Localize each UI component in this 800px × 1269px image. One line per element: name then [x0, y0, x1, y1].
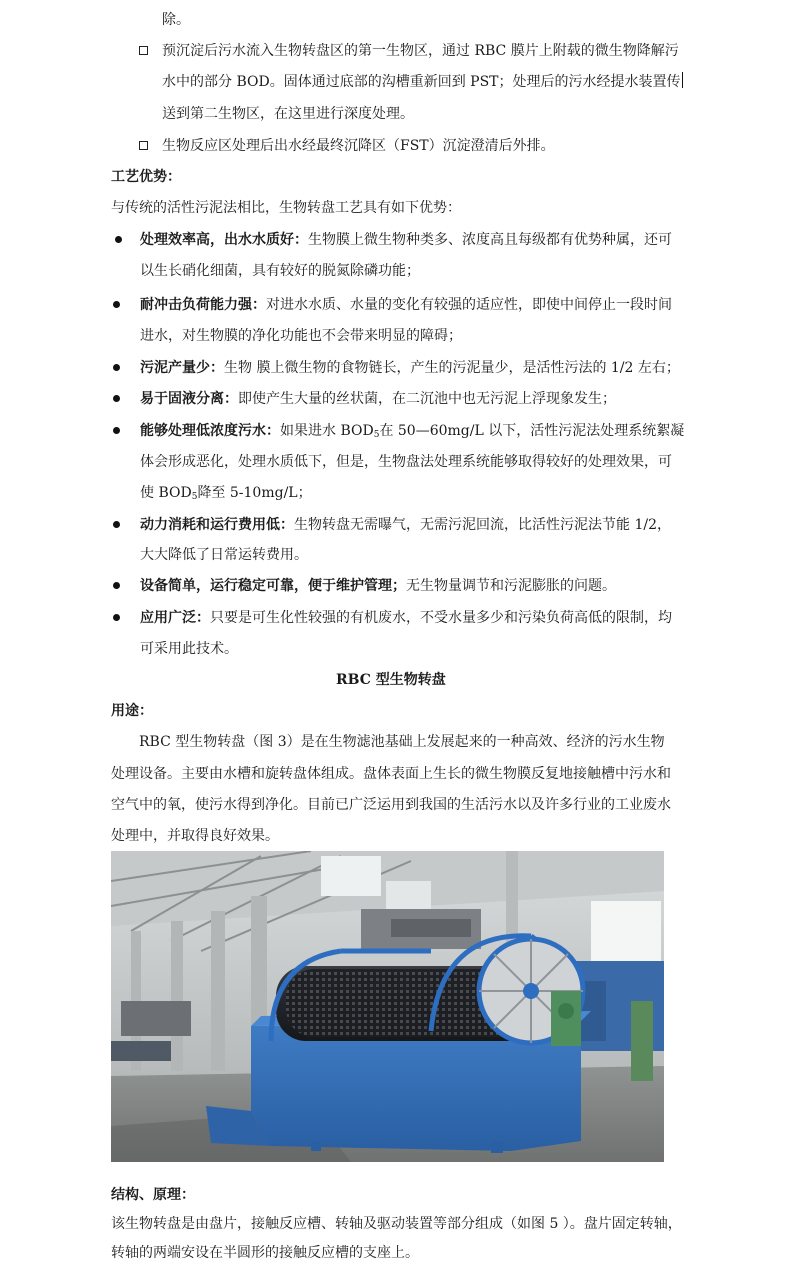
text-line: 与传统的活性污泥法相比，生物转盘工艺具有如下优势： — [111, 200, 461, 216]
text-line: 可采用此技术。 — [140, 641, 238, 657]
text-line: 预沉淀后污水流入生物转盘区的第一生物区，通过 RBC 膜片上附载的微生物降解污 — [162, 43, 679, 59]
list-item — [140, 515, 671, 535]
text-line: 送到第二生物区，在这里进行深度处理。 — [162, 106, 414, 122]
bullet-icon — [115, 236, 122, 243]
item-title: 设备简单，运行稳定可靠，便于维护管理； — [140, 578, 406, 594]
text-span: 使 BOD — [140, 485, 192, 501]
list-item — [140, 608, 672, 628]
list-item — [140, 421, 684, 445]
item-text: 无生物量调节和污泥膨胀的问题。 — [406, 578, 616, 594]
text-line: 生物反应区处理后出水经最终沉降区（FST）沉淀澄清后外排。 — [162, 138, 555, 154]
item-title: 动力消耗和运行费用低： — [140, 517, 294, 533]
list-item — [140, 295, 672, 315]
item-title: 处理效率高，出水水质好： — [140, 232, 308, 248]
item-text: 在 50—60mg/L 以下，活性污泥法处理系统絮凝 — [379, 423, 685, 439]
square-bullet-icon — [139, 46, 148, 55]
subscript: 5 — [191, 492, 198, 502]
paragraph-line: 处理设备。主要由水槽和旋转盘体组成。盘体表面上生长的微生物膜反复地接触槽中污水和 — [111, 766, 671, 782]
bullet-icon — [113, 364, 120, 371]
text-line: 进水，对生物膜的净化功能也不会带来明显的障碍； — [140, 328, 462, 344]
bullet-icon — [113, 395, 120, 402]
item-text: 只要是可生化性较强的有机废水，不受水量多少和污染负荷高低的限制，均 — [210, 610, 672, 626]
item-text: 对进水水质、水量的变化有较强的适应性，即使中间停止一段时间 — [266, 297, 672, 313]
item-title: 易于固液分离： — [140, 391, 238, 407]
list-item — [140, 230, 672, 250]
list-item — [140, 389, 616, 409]
item-text: 生物转盘无需曝气，无需污泥回流，比活性污泥法节能 1/2， — [294, 517, 671, 533]
paragraph-line: 空气中的氧，使污水得到净化。目前已广泛运用到我国的生活污水以及许多行业的工业废水 — [111, 797, 671, 813]
text-line: 除。 — [162, 12, 190, 28]
section-heading: 用途： — [111, 703, 153, 719]
item-text: 即使产生大量的丝状菌，在二沉池中也无污泥上浮现象发生； — [238, 391, 616, 407]
section-title: RBC 型生物转盘 — [336, 672, 446, 688]
text-span: 降至 5-10mg/L； — [197, 485, 312, 501]
text-line: 大大降低了日常运转费用。 — [140, 547, 308, 563]
item-text: 生物 膜上微生物的食物链长，产生的污泥量少，是活性污法的 1/2 左右； — [224, 360, 680, 376]
text-line: 以生长硝化细菌，具有较好的脱氮除磷功能； — [140, 263, 420, 279]
item-title: 污泥产量少： — [140, 360, 224, 376]
square-bullet-icon — [139, 141, 148, 150]
paragraph-line: 处理中，并取得良好效果。 — [111, 828, 279, 844]
bullet-icon — [113, 427, 120, 434]
text-span: 水中的部分 BOD。固体通过底部的沟槽重新回到 PST；处理后的污水经提水装置传 — [162, 74, 681, 90]
text-line — [140, 483, 312, 507]
rbc-equipment-photo — [111, 851, 664, 1162]
list-item — [140, 358, 680, 378]
subscript: 5 — [373, 430, 380, 440]
item-title: 能够处理低浓度污水： — [140, 423, 280, 439]
bullet-icon — [113, 521, 120, 528]
section-heading: 结构、原理： — [111, 1187, 195, 1203]
item-text: 如果进水 BOD — [280, 423, 374, 439]
photo-illustration — [111, 851, 664, 1162]
paragraph-line: 转轴的两端安设在半圆形的接触反应槽的支座上。 — [111, 1245, 419, 1261]
item-text: 生物膜上微生物种类多、浓度高且每级都有优势种属，还可 — [308, 232, 672, 248]
bullet-icon — [113, 582, 120, 589]
bullet-icon — [113, 301, 120, 308]
paragraph-line: 该生物转盘是由盘片，接触反应槽、转轴及驱动装置等部分组成（如图 5 ）。盘片固定转轴， — [111, 1216, 682, 1232]
section-heading: 工艺优势： — [111, 169, 181, 185]
bullet-icon — [113, 614, 120, 621]
text-line: 体会形成恶化，处理水质低下，但是，生物盘法处理系统能够取得较好的处理效果，可 — [140, 454, 672, 470]
list-item — [140, 576, 616, 596]
paragraph-line: RBC 型生物转盘（图 3）是在生物滤池基础上发展起来的一种高效、经济的污水生物 — [139, 734, 665, 750]
text-cursor — [682, 72, 683, 88]
text-line — [162, 72, 683, 92]
item-title: 应用广泛： — [140, 610, 210, 626]
item-title: 耐冲击负荷能力强： — [140, 297, 266, 313]
